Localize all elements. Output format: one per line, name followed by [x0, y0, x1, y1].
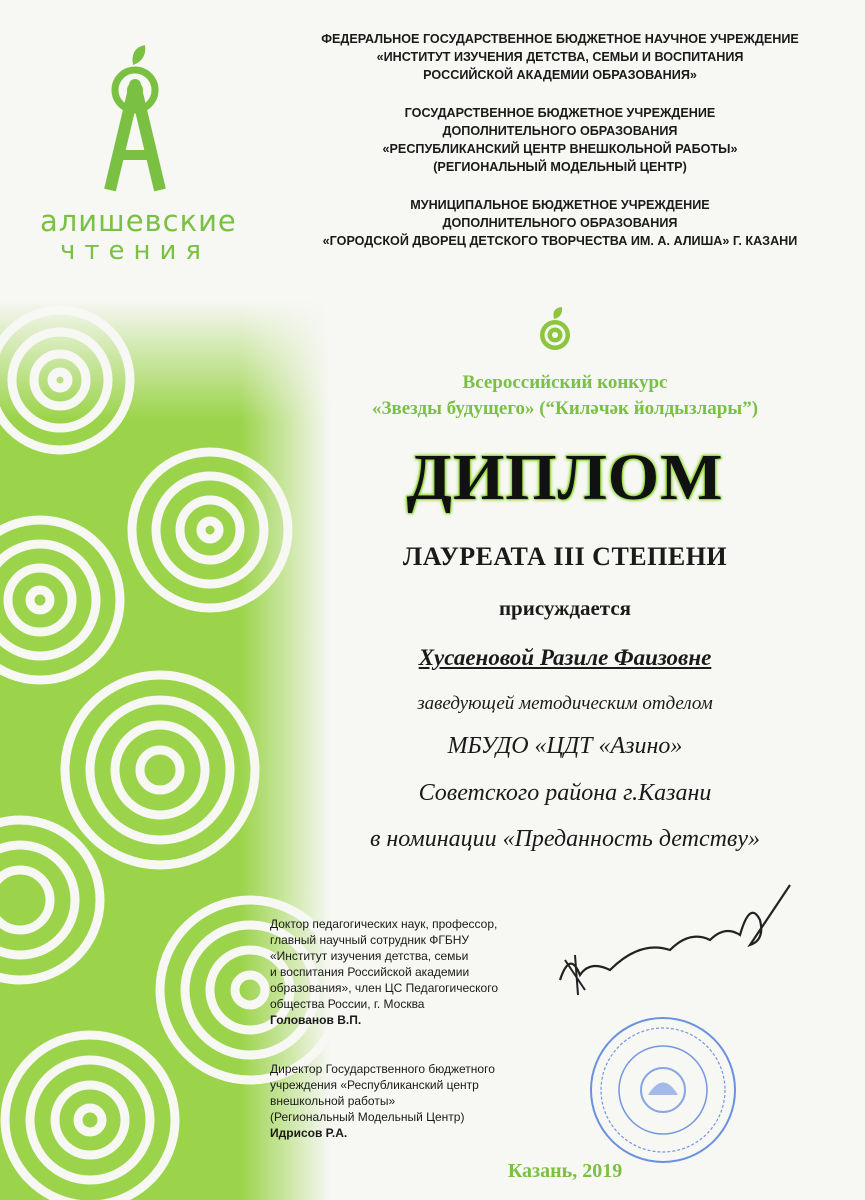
- official-stamp: [588, 1015, 738, 1165]
- logo-text-line1: алишевские: [40, 204, 237, 238]
- signatory-1: [270, 900, 540, 1044]
- contest-name: Всероссийский конкурс «Звезды будущего» (“Киләчәк йолдызлары”): [371, 372, 759, 419]
- organization-1: ФЕДЕРАЛЬНОЕ ГОСУДАРСТВЕННОЕ БЮДЖЕТНОЕ НАУЧНОЕ УЧРЕЖДЕНИЕ «ИНСТИТУТ ИЗУЧЕНИЯ ДЕТСТВА, СЕМЬИ И ВОСПИТАНИЯ РОССИЙСКОЙ АКАДЕМИИ ОБРАЗОВАНИЯ»: [321, 32, 799, 82]
- place-and-year: Казань, 2019: [507, 1160, 623, 1182]
- district-name: Советского района г.Казани: [418, 780, 712, 806]
- signatory-2-title: Директор Государственного бюджетного учреждения «Республиканский центр внешкольной работы» (Региональный Модельный Центр): [270, 1062, 495, 1124]
- nomination: в номинации «Преданность детству»: [369, 826, 761, 852]
- handwritten-signature: [550, 880, 800, 1000]
- recipient-position: заведующей методическим отделом: [417, 693, 713, 714]
- organization-2: ГОСУДАРСТВЕННОЕ БЮДЖЕТНОЕ УЧРЕЖДЕНИЕ ДОПОЛНИТЕЛЬНОГО ОБРАЗОВАНИЯ «РЕСПУБЛИКАНСКИЙ ЦЕНТР ВНЕШКОЛЬНОЙ РАБОТЫ» (РЕГИОНАЛЬНЫЙ МОДЕЛЬНЫЙ ЦЕНТР): [382, 106, 738, 174]
- letter-a-logo-icon: [75, 40, 195, 200]
- awarded-text: присуждается: [498, 596, 632, 620]
- laureate-degree: ЛАУРЕАТА III СТЕПЕНИ: [402, 542, 728, 571]
- signatory-1-name: Голованов В.П.: [270, 1013, 362, 1027]
- diploma-title: ДИПЛОМ: [406, 441, 724, 514]
- institution-name: МБУДО «ЦДТ «Азино»: [447, 733, 683, 759]
- signatory-2: [270, 1045, 540, 1157]
- alishev-readings-logo: [40, 40, 237, 267]
- organization-3: МУНИЦИПАЛЬНОЕ БЮДЖЕТНОЕ УЧРЕЖДЕНИЕ ДОПОЛНИТЕЛЬНОГО ОБРАЗОВАНИЯ «ГОРОДСКОЙ ДВОРЕЦ ДЕТСКОГО ТВОРЧЕСТВА ИМ. А. АЛИША» Г. КАЗАНИ: [322, 198, 798, 248]
- signatory-1-title: Доктор педагогических наук, профессор, главный научный сотрудник ФГБНУ «Институт изучения детства, семьи и воспитания Российской академии образования», член ЦС Педагогического общества России, г. Москва: [270, 917, 498, 1011]
- recipient-name: Хусаеновой Разиле Фаизовне: [418, 645, 712, 670]
- signatory-2-name: Идрисов Р.А.: [270, 1126, 348, 1140]
- logo-text-line2: чтения: [59, 236, 211, 266]
- apple-swirl-icon: [537, 305, 573, 355]
- organizations-header: [300, 30, 820, 270]
